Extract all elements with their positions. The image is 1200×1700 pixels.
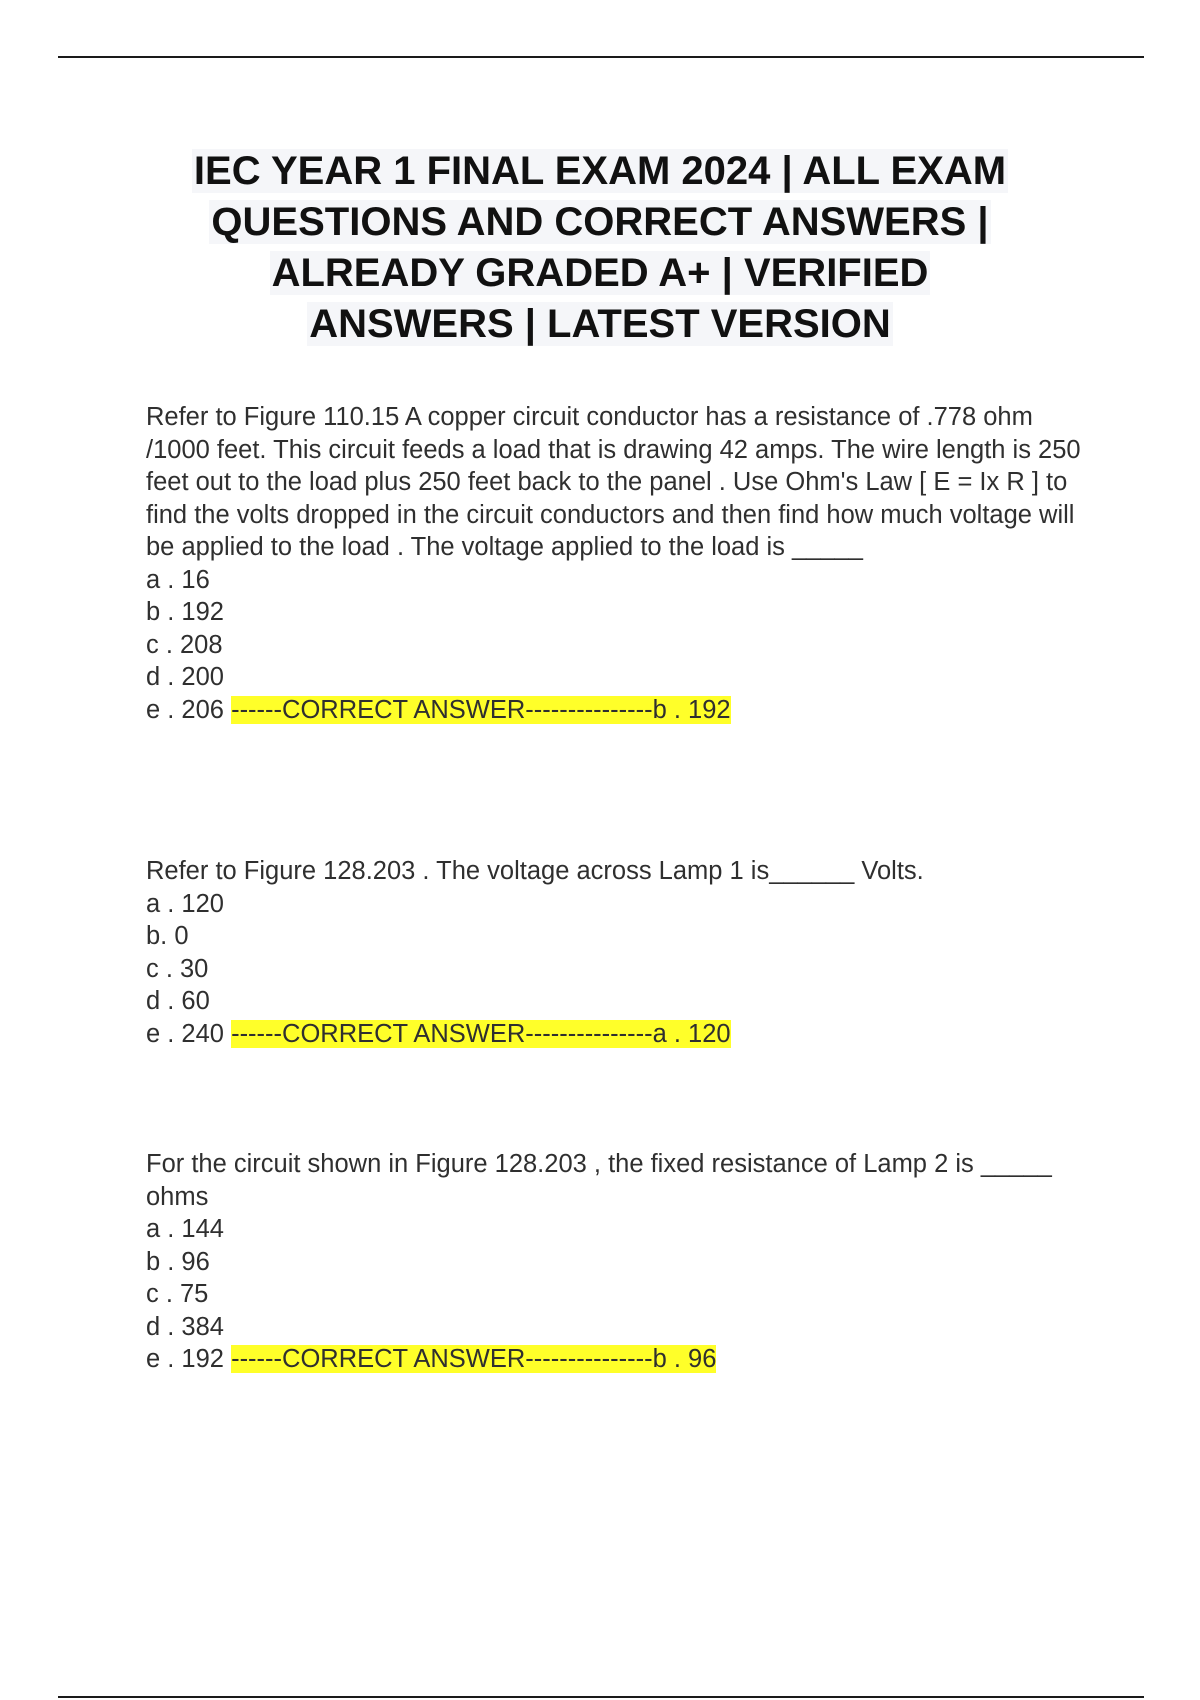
question-prompt: Refer to Figure 110.15 A copper circuit conductor has a resistance of .778 ohm /1000 feet. This circuit feeds a load that is drawing 42 amps. The wire length is 250 feet out to the load plus 250 feet back to the panel . Use Ohm's Law [ E = Ix R ] to find the volts dropped in the circuit conductors and then find how much voltage will be applied to the load . The voltage applied to the load is _____ <box>146 403 1081 561</box>
correct-answer-highlight: ------CORRECT ANSWER---------------b . 96 <box>231 1345 717 1373</box>
title-line: ALREADY GRADED A+ | VERIFIED <box>271 251 929 295</box>
question-1 <box>146 401 1086 726</box>
question-prompt: For the circuit shown in Figure 128.203 , the fixed resistance of Lamp 2 is _____ ohms <box>146 1150 1052 1211</box>
title-line: ANSWERS | LATEST VERSION <box>309 302 891 346</box>
bottom-rule <box>58 1696 1144 1698</box>
answer-option: b . 96 <box>146 1247 210 1276</box>
top-rule <box>58 56 1144 58</box>
answer-option: d . 60 <box>146 987 210 1015</box>
answer-option: c . 75 <box>146 1280 209 1308</box>
answer-option-last <box>146 1018 1086 1051</box>
answer-option: c . 208 <box>146 630 223 659</box>
answer-option: d . 200 <box>146 663 224 691</box>
answer-option: b . 192 <box>146 598 224 626</box>
question-3 <box>146 1148 1086 1376</box>
answer-option: a . 16 <box>146 565 210 594</box>
question-2 <box>146 855 1086 1050</box>
option-text: e . 192 <box>146 1345 224 1373</box>
answer-option: a . 120 <box>146 889 224 918</box>
question-prompt: Refer to Figure 128.203 . The voltage across Lamp 1 is______ Volts. <box>146 857 924 885</box>
answer-option: b. 0 <box>146 922 189 950</box>
option-text: e . 206 <box>146 695 224 724</box>
answer-option: d . 384 <box>146 1312 224 1341</box>
answer-option-last <box>146 694 1086 727</box>
correct-answer-highlight: ------CORRECT ANSWER---------------b . 192 <box>231 695 731 724</box>
title-line: QUESTIONS AND CORRECT ANSWERS | <box>211 200 989 244</box>
answer-option: a . 144 <box>146 1215 224 1243</box>
answer-option: c . 30 <box>146 954 209 983</box>
correct-answer-highlight: ------CORRECT ANSWER---------------a . 120 <box>231 1019 731 1048</box>
title-line: IEC YEAR 1 FINAL EXAM 2024 | ALL EXAM <box>193 149 1007 193</box>
option-text: e . 240 <box>146 1019 224 1048</box>
answer-option-last <box>146 1343 1086 1376</box>
document-title <box>100 146 1100 350</box>
